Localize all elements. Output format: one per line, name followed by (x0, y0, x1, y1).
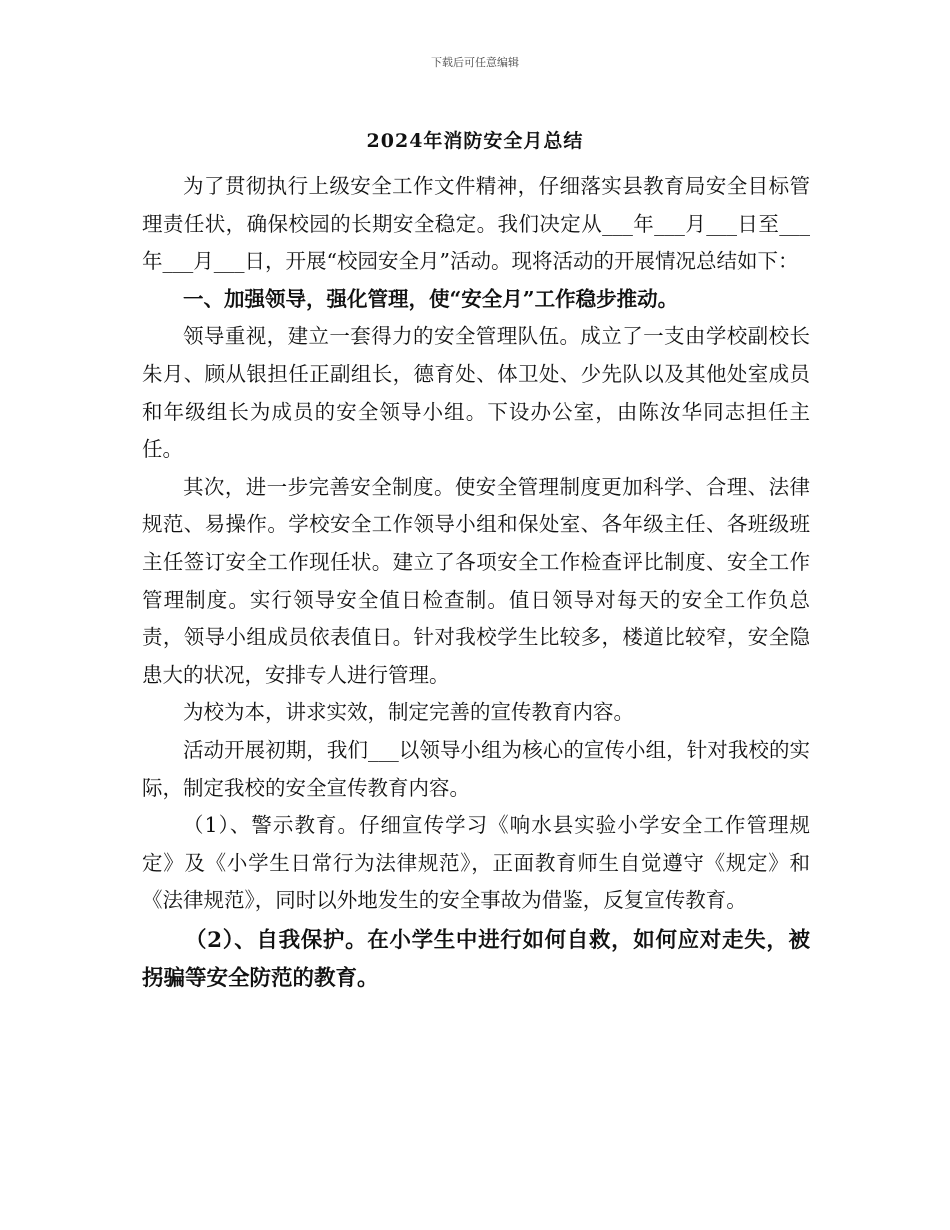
header-note: 下载后可任意编辑 (431, 56, 519, 69)
paragraph-intro: 为了贯彻执行上级安全工作文件精神，仔细落实县教育局安全目标管理责任状，确保校园的长期安全稳定。我们决定从___年___月___日至___年___月___日，开展“校园安全月”活动。现将活动的开展情况总结如下： (142, 174, 810, 274)
section-heading-1: 一、加强领导，强化管理，使“安全月”工作稳步推动。 (183, 286, 679, 311)
paragraph-system: 其次，进一步完善安全制度。使安全管理制度更加科学、合理、法律规范、易操作。学校安全工作领导小组和保处室、各年级主任、各班级班主任签订安全工作现任状。建立了各项安全工作检查评比制度、安全工作管理制度。实行领导安全值日检查制。值日领导对每天的安全工作负总责，领导小组成员依表值日。针对我校学生比较多，楼道比较窄，安全隐患大的状况，安排专人进行管理。 (142, 474, 810, 687)
document-body (142, 168, 810, 998)
paragraph-item-2: （2）、自我保护。在小学生中进行如何自救，如何应对走失，被拐骗等安全防范的教育。 (142, 927, 810, 991)
paragraph-leadership: 领导重视，建立一套得力的安全管理队伍。成立了一支由学校副校长朱月、顾从银担任正副组长，德育处、体卫处、少先队以及其他处室成员和年级组长为成员的安全领导小组。下设办公室，由陈汝华同志担任主任。 (142, 324, 810, 462)
paragraph-item-1: （1）、警示教育。仔细宣传学习《响水县实验小学安全工作管理规定》及《小学生日常行为法律规范》，正面教育师生自觉遵守《规定》和《法律规范》，同时以外地发生的安全事故为借鉴，反复宣传教育。 (142, 813, 810, 913)
document-title: 2024年消防安全月总结 (366, 130, 584, 152)
paragraph-activity: 活动开展初期，我们___以领导小组为核心的宣传小组，针对我校的实际，制定我校的安全宣传教育内容。 (142, 737, 810, 800)
paragraph-principle: 为校为本，讲求实效，制定完善的宣传教育内容。 (183, 700, 634, 725)
